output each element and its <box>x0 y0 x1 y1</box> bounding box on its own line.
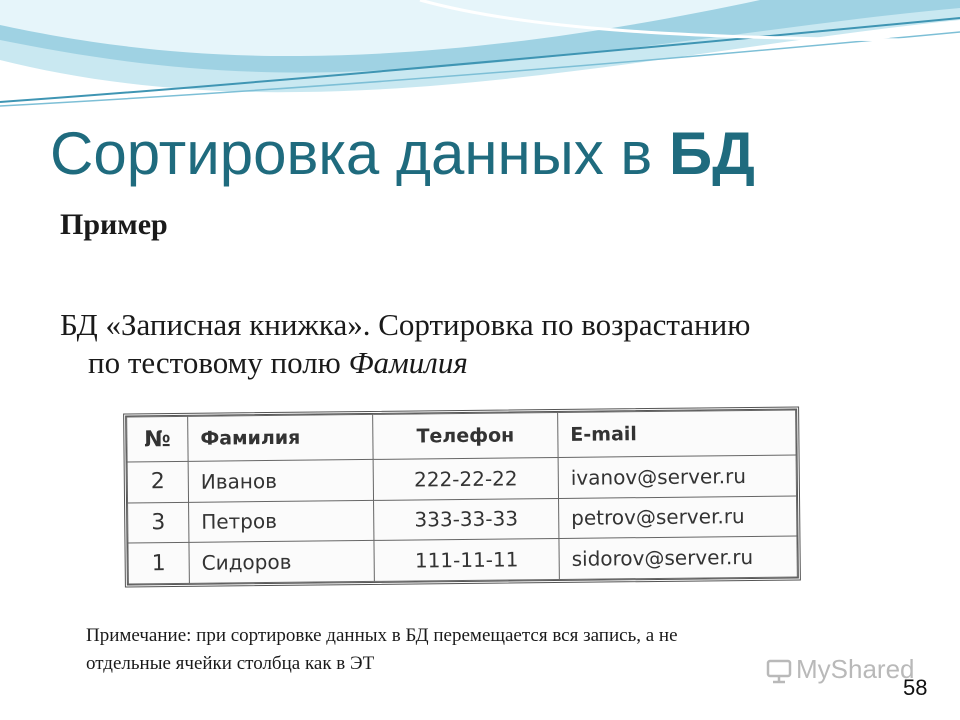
cell-surname: Петров <box>189 500 374 543</box>
watermark-text: MyShared <box>796 654 915 684</box>
header-surname: Фамилия <box>188 414 373 461</box>
cell-surname: Сидоров <box>189 541 374 584</box>
database-table-image <box>123 406 801 587</box>
header-phone: Телефон <box>373 412 558 459</box>
header-waves-decoration <box>0 0 960 115</box>
slide-title-bold: БД <box>668 120 755 187</box>
table-row <box>128 536 797 584</box>
cell-phone: 111-11-11 <box>374 539 559 582</box>
myshared-watermark <box>766 654 915 685</box>
slide-title <box>50 118 755 190</box>
cell-surname: Иванов <box>188 459 373 502</box>
header-number: № <box>127 416 188 462</box>
slide-subtitle: Пример <box>60 208 168 241</box>
slide-description <box>60 306 910 382</box>
table-row <box>127 455 796 503</box>
cell-phone: 222-22-22 <box>373 457 558 500</box>
cell-phone: 333-33-33 <box>374 498 559 541</box>
cell-email: ivanov@server.ru <box>558 455 796 498</box>
presentation-board-icon <box>766 658 792 684</box>
description-line-1: БД «Записная книжка». Сортировка по возрастанию <box>60 307 751 342</box>
description-line-2 <box>60 344 910 382</box>
description-line-2-prefix: по тестовому полю <box>88 345 349 380</box>
cell-email: sidorov@server.ru <box>559 536 797 579</box>
description-field-name: Фамилия <box>348 345 468 380</box>
cell-email: petrov@server.ru <box>559 496 797 539</box>
database-table <box>126 409 798 584</box>
table-header-row <box>127 410 796 462</box>
note-line-2: отдельные ячейки столбца как в ЭТ <box>86 653 375 674</box>
cell-number: 2 <box>127 461 188 502</box>
table-row <box>128 496 797 544</box>
slide-title-regular: Сортировка данных в <box>50 120 669 187</box>
cell-number: 3 <box>128 502 189 543</box>
note-line-1: Примечание: при сортировке данных в БД перемещается вся запись, а не <box>86 625 678 646</box>
cell-number: 1 <box>128 543 189 584</box>
page-number: 58 <box>903 675 928 700</box>
header-email: E-mail <box>558 410 796 457</box>
slide-note <box>86 622 876 678</box>
